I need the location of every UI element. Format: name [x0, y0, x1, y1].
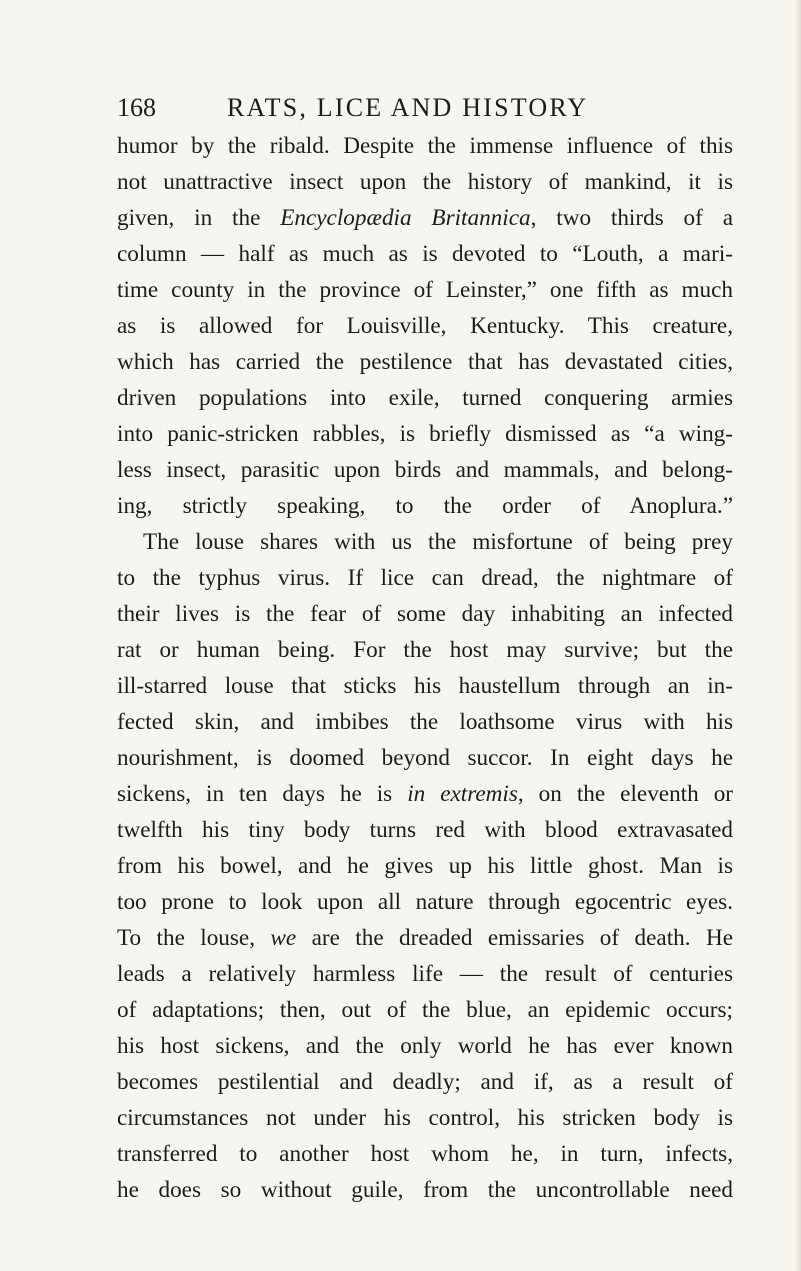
text-run: twelfth his tiny body turns red with blood extravasated: [117, 817, 733, 843]
text-line: [117, 668, 733, 704]
text-run: into panic-stricken rabbles, is briefly dismissed as “a wing-: [117, 421, 733, 447]
text-run: to the typhus virus. If lice can dread, the nightmare of: [117, 565, 733, 591]
text-line: [117, 452, 733, 488]
text-line: [117, 236, 733, 272]
running-head: [117, 88, 733, 128]
text-run: their lives is the fear of some day inhabiting an infected: [117, 601, 733, 627]
text-line: [117, 812, 733, 848]
text-line: [117, 848, 733, 884]
text-line: [117, 416, 733, 452]
text-run: given, in the: [117, 205, 281, 231]
text-run: , on the eleventh or: [517, 781, 734, 807]
text-run: his host sickens, and the only world he has ever known: [117, 1033, 733, 1059]
text-run: fected skin, and imbibes the loathsome virus with his: [117, 709, 733, 735]
text-run: ing, strictly speaking, to the order of Anoplura.”: [117, 493, 733, 519]
text-line: [117, 524, 733, 560]
text-line: [117, 992, 733, 1028]
book-page: [117, 88, 733, 1208]
text-line: [117, 740, 733, 776]
text-line: [117, 956, 733, 992]
text-run: becomes pestilential and deadly; and if, as a result of: [117, 1069, 733, 1095]
text-line: [117, 596, 733, 632]
text-line: [117, 200, 733, 236]
text-line: [117, 1028, 733, 1064]
text-line: [117, 704, 733, 740]
text-run: nourishment, is doomed beyond succor. In eight days he: [117, 745, 733, 771]
text-run: time county in the province of Leinster,” one fifth as much: [117, 277, 733, 303]
text-run: , two thirds of a: [530, 205, 733, 231]
text-run: circumstances not under his control, his stricken body is: [117, 1105, 733, 1131]
text-run: ill-starred louse that sticks his haustellum through an in-: [117, 673, 733, 699]
text-line: [117, 488, 733, 524]
text-line: [117, 272, 733, 308]
text-line: [117, 1172, 733, 1208]
text-line: [117, 560, 733, 596]
text-run: humor by the ribald. Despite the immense influence of this: [117, 133, 733, 159]
text-line: [117, 380, 733, 416]
text-line: [117, 128, 733, 164]
text-run: not unattractive insect upon the history of mankind, it is: [117, 169, 733, 195]
text-run: rat or human being. For the host may survive; but the: [117, 637, 733, 663]
body-text: [117, 128, 733, 1208]
text-run: as is allowed for Louisville, Kentucky. This creature,: [117, 313, 733, 339]
text-run: The louse shares with us the misfortune of being prey: [143, 529, 733, 555]
italic-run: in extremis: [407, 781, 518, 807]
page-edge-shadow: [795, 0, 801, 1271]
text-run: which has carried the pestilence that has devastated cities,: [117, 349, 733, 375]
text-run: from his bowel, and he gives up his little ghost. Man is: [117, 853, 733, 879]
text-run: transferred to another host whom he, in turn, infects,: [117, 1141, 733, 1167]
text-line: [117, 920, 733, 956]
text-run: are the dreaded emissaries of death. He: [296, 925, 733, 951]
running-title: RATS, LICE AND HISTORY: [227, 93, 589, 122]
text-line: [117, 1100, 733, 1136]
text-run: too prone to look upon all nature through egocentric eyes.: [117, 889, 733, 915]
text-run: To the louse,: [117, 925, 271, 951]
italic-run: we: [270, 925, 297, 951]
text-line: [117, 1136, 733, 1172]
text-run: sickens, in ten days he is: [117, 781, 408, 807]
page-number: 168: [117, 93, 156, 122]
text-line: [117, 164, 733, 200]
text-run: leads a relatively harmless life — the result of centuries: [117, 961, 733, 987]
text-run: column — half as much as is devoted to “Louth, a mari-: [117, 241, 733, 267]
text-line: [117, 308, 733, 344]
text-run: driven populations into exile, turned conquering armies: [117, 385, 733, 411]
text-run: he does so without guile, from the uncontrollable need: [117, 1177, 733, 1203]
text-run: less insect, parasitic upon birds and mammals, and belong-: [117, 457, 733, 483]
text-line: [117, 344, 733, 380]
text-line: [117, 632, 733, 668]
text-line: [117, 1064, 733, 1100]
text-run: of adaptations; then, out of the blue, an epidemic occurs;: [117, 997, 733, 1023]
text-line: [117, 776, 733, 812]
italic-run: Encyclopædia Britannica: [280, 205, 531, 231]
text-line: [117, 884, 733, 920]
